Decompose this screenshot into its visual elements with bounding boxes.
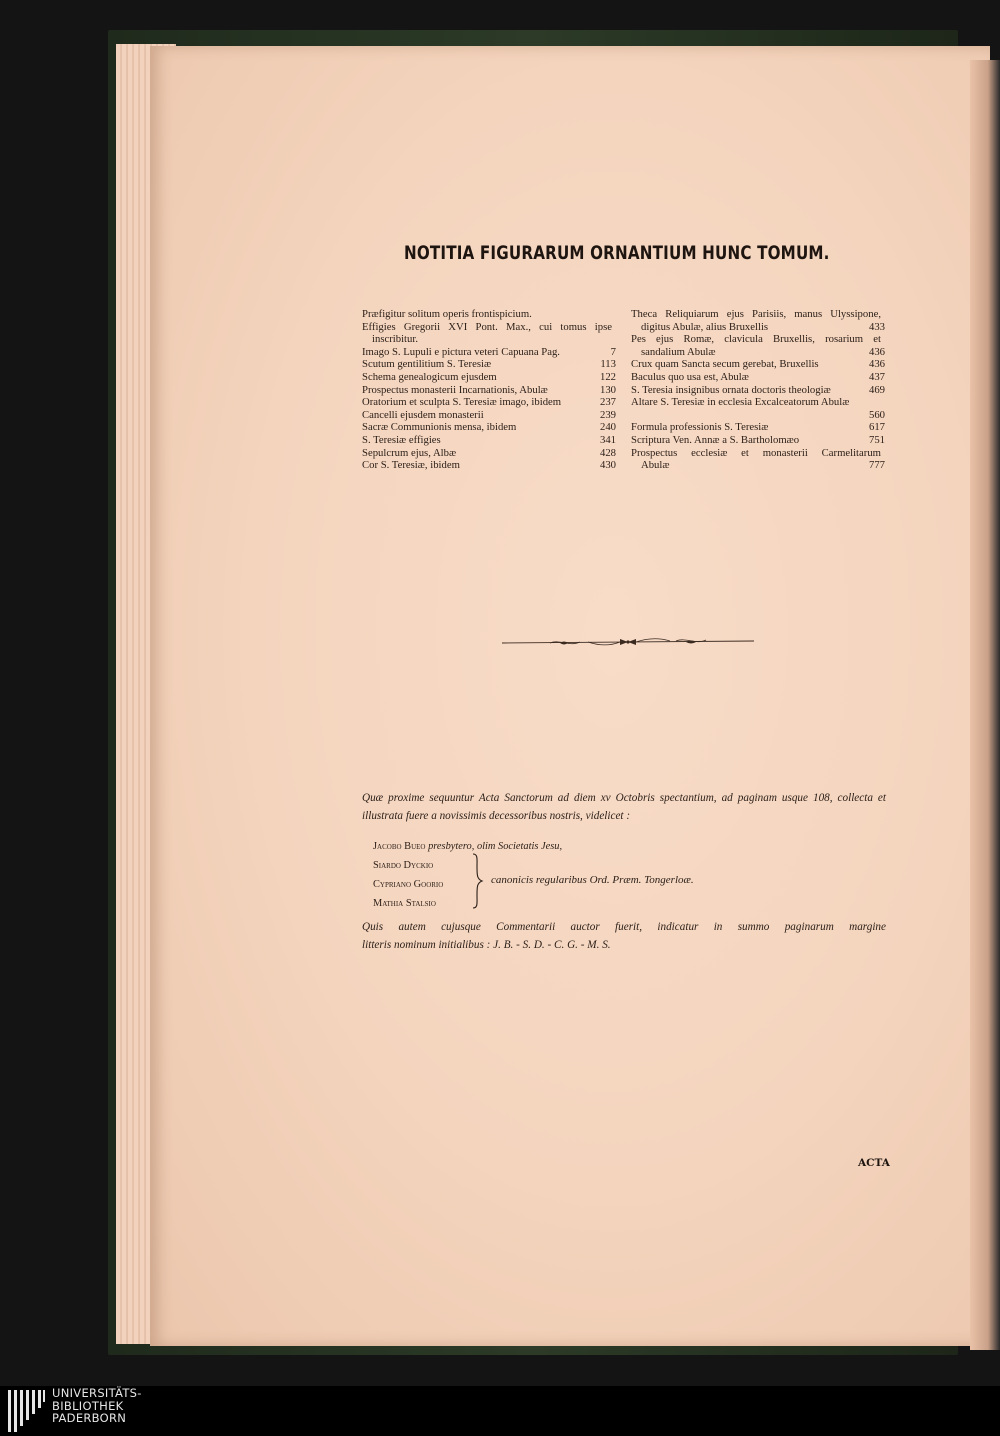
figure-entry xyxy=(362,459,616,472)
figure-title: Scutum gentilitium S. Teresiæ xyxy=(362,358,492,371)
figure-entry xyxy=(631,421,885,434)
figure-title: Altare S. Teresiæ in ecclesia Excalceatorum Abulæ xyxy=(631,396,850,409)
figure-entry xyxy=(631,409,885,422)
figure-page-number: 341 xyxy=(599,433,616,446)
figure-page-number: 240 xyxy=(599,421,616,434)
figure-title: Cancelli ejusdem monasterii xyxy=(362,408,484,421)
figure-entry xyxy=(631,459,885,472)
catchword: ACTA xyxy=(858,1157,890,1169)
logo-line: PADERBORN xyxy=(52,1411,127,1425)
figure-entry xyxy=(631,333,885,346)
figure-title: inscribitur. xyxy=(372,333,419,346)
figure-title: Præfigitur solitum operis frontispicium. xyxy=(362,308,532,320)
figure-entry xyxy=(362,421,616,434)
figure-entry xyxy=(362,333,616,346)
figure-title: Prospectus ecclesiæ et monasterii Carmelitarum xyxy=(631,446,881,459)
figure-entry xyxy=(631,434,885,447)
figure-page-number: 560 xyxy=(868,408,885,421)
figure-page-number xyxy=(612,308,616,321)
figure-entry xyxy=(362,409,616,422)
figure-entry xyxy=(362,447,616,460)
figure-entry xyxy=(362,384,616,397)
figure-title: Schema genealogicum ejusdem xyxy=(362,370,497,383)
figure-page-number: 7 xyxy=(610,345,616,358)
editor-name: Jacobo Bueo xyxy=(373,841,426,852)
figure-page-number xyxy=(881,447,885,460)
book-page xyxy=(150,46,990,1346)
figure-title: Theca Reliquiarum ejus Parisiis, manus Ulyssipone, xyxy=(631,308,881,320)
figure-title: Formula professionis S. Teresiæ xyxy=(631,421,769,434)
figure-page-number: 433 xyxy=(868,320,885,333)
figure-entry xyxy=(631,308,885,321)
figure-entry xyxy=(631,346,885,359)
figure-entry xyxy=(362,308,616,321)
intro-paragraph: Quæ proxime sequuntur Acta Sanctorum ad diem xv Octobris spectantium, ad paginam usque 108, collecta et illustrata fuere a novissimis decessoribus nostris, videlicet : xyxy=(362,792,886,822)
figure-entry xyxy=(362,358,616,371)
figure-page-number: 777 xyxy=(868,459,885,472)
figure-entry xyxy=(362,434,616,447)
figure-page-number: 430 xyxy=(599,459,616,472)
figure-title: Crux quam Sancta secum gerebat, Bruxellis xyxy=(631,358,819,371)
figure-entry xyxy=(362,321,616,334)
figure-page-number: 436 xyxy=(868,345,885,358)
editor-name: Siardo Dyckio xyxy=(373,860,434,871)
editor-role: presbytero, olim Societatis Jesu, xyxy=(428,841,563,852)
editor-name: Mathia Stalsio xyxy=(373,898,436,909)
figure-page-number xyxy=(612,321,616,334)
figure-page-number: 130 xyxy=(599,383,616,396)
figure-title: Sepulcrum ejus, Albæ xyxy=(362,446,457,459)
figure-page-number: 239 xyxy=(599,408,616,421)
figure-page-number xyxy=(881,333,885,346)
authorship-line: Quis autem cujusque Commentarii auctor fuerit, indicatur in summo paginarum margine xyxy=(362,921,886,933)
editor-row xyxy=(373,837,562,856)
figure-page-number: 469 xyxy=(868,383,885,396)
figure-title: Oratorium et sculpta S. Teresiæ imago, ibidem xyxy=(362,396,562,409)
figure-page-number xyxy=(881,308,885,321)
figure-title: Sacræ Communionis mensa, ibidem xyxy=(362,421,517,434)
figure-title: Cor S. Teresiæ, ibidem xyxy=(362,459,460,472)
figure-entry xyxy=(362,371,616,384)
figure-title: sandalium Abulæ xyxy=(641,345,716,358)
figure-list-left xyxy=(362,308,616,472)
group-role: canonicis regularibus Ord. Præm. Tongerloæ. xyxy=(491,874,694,886)
figure-page-number: 751 xyxy=(868,433,885,446)
logo-line: BIBLIOTHEK xyxy=(52,1398,124,1413)
figure-page-number: 436 xyxy=(868,358,885,371)
library-footer xyxy=(0,1386,1000,1436)
editor-name: Cypriano Goorio xyxy=(373,879,444,890)
figure-entry xyxy=(631,384,885,397)
figure-page-number: 428 xyxy=(599,446,616,459)
figure-list-right xyxy=(631,308,885,472)
figure-title: Effigies Gregorii XVI Pont. Max., cui tomus ipse xyxy=(362,320,612,333)
figure-title: S. Teresia insignibus ornata doctoris theologiæ xyxy=(631,383,831,396)
figure-page-number xyxy=(612,333,616,346)
figure-entry xyxy=(362,346,616,359)
figure-title: Pes ejus Romæ, clavicula Bruxellis, rosarium et xyxy=(631,333,881,346)
figure-entry xyxy=(631,321,885,334)
library-logo-text xyxy=(52,1387,142,1425)
library-logo-icon xyxy=(6,1388,46,1434)
figure-page-number: 617 xyxy=(868,421,885,434)
logo-line: UNIVERSITÄTS- xyxy=(52,1386,142,1400)
authorship-initials: litteris nominum initialibus : J. B. - S. D. - C. G. - M. S. xyxy=(362,939,611,951)
figure-page-number: 237 xyxy=(599,396,616,409)
curly-brace xyxy=(470,853,484,909)
figure-page-number: 437 xyxy=(868,370,885,383)
figure-title: digitus Abulæ, alius Bruxellis xyxy=(641,320,769,333)
figure-title: Imago S. Lupuli e pictura veteri Capuana Pag. xyxy=(362,345,560,358)
figure-page-number xyxy=(881,396,885,409)
figure-entry xyxy=(631,371,885,384)
figure-page-number: 122 xyxy=(599,370,616,383)
figure-title: Baculus quo usa est, Abulæ xyxy=(631,370,749,383)
figure-entry xyxy=(362,396,616,409)
ornament-divider xyxy=(500,634,756,652)
figure-title: S. Teresiæ effigies xyxy=(362,433,441,446)
figure-entry xyxy=(631,358,885,371)
figure-entry xyxy=(631,396,885,409)
figure-title: Abulæ xyxy=(641,459,670,472)
figure-title: Scriptura Ven. Annæ a S. Bartholomæo xyxy=(631,433,800,446)
page-title: NOTITIA FIGURARUM ORNANTIUM HUNC TOMUM. xyxy=(404,243,830,264)
authorship-note xyxy=(362,918,886,954)
figure-entry xyxy=(631,447,885,460)
figure-title: Prospectus monasterii Incarnationis, Abulæ xyxy=(362,383,548,396)
figure-page-number: 113 xyxy=(600,358,616,371)
